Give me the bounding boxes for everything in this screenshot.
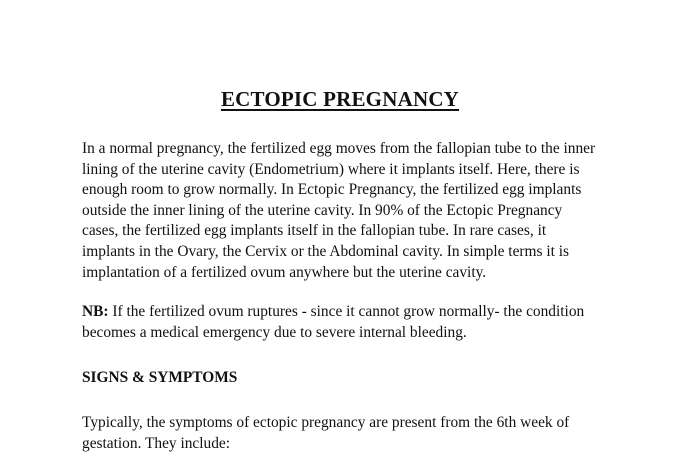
note-label: NB: [82, 303, 109, 320]
symptoms-paragraph: Typically, the symptoms of ectopic pregnancy are present from the 6th week of gestation. They include: [82, 414, 570, 452]
intro-paragraph: In a normal pregnancy, the fertilized egg moves from the fallopian tube to the inner lining of the uterine cavity (Endometrium) where it implants itself. Here, there is enough room to grow normally. In Ectopic Pregnancy, the fertilized egg implants outside the inner lining of the uterine cavity. In 90% of the Ectopic Pregnancy cases, the fertilized egg implants itself in the fallopian tube. In rare cases, it implants in the Ovary, the Cervix or the Abdominal cavity. In simple terms it is implantation of a fertilized ovum anywhere but the uterine cavity. [82, 140, 596, 281]
note-paragraph [82, 302, 602, 343]
document-title: ECTOPIC PREGNANCY [220, 87, 460, 111]
section-heading: SIGNS & SYMPTOMS [82, 369, 238, 386]
note-text: If the fertilized ovum ruptures - since it cannot grow normally- the condition becomes a medical emergency due to severe internal bleeding. [82, 303, 585, 341]
